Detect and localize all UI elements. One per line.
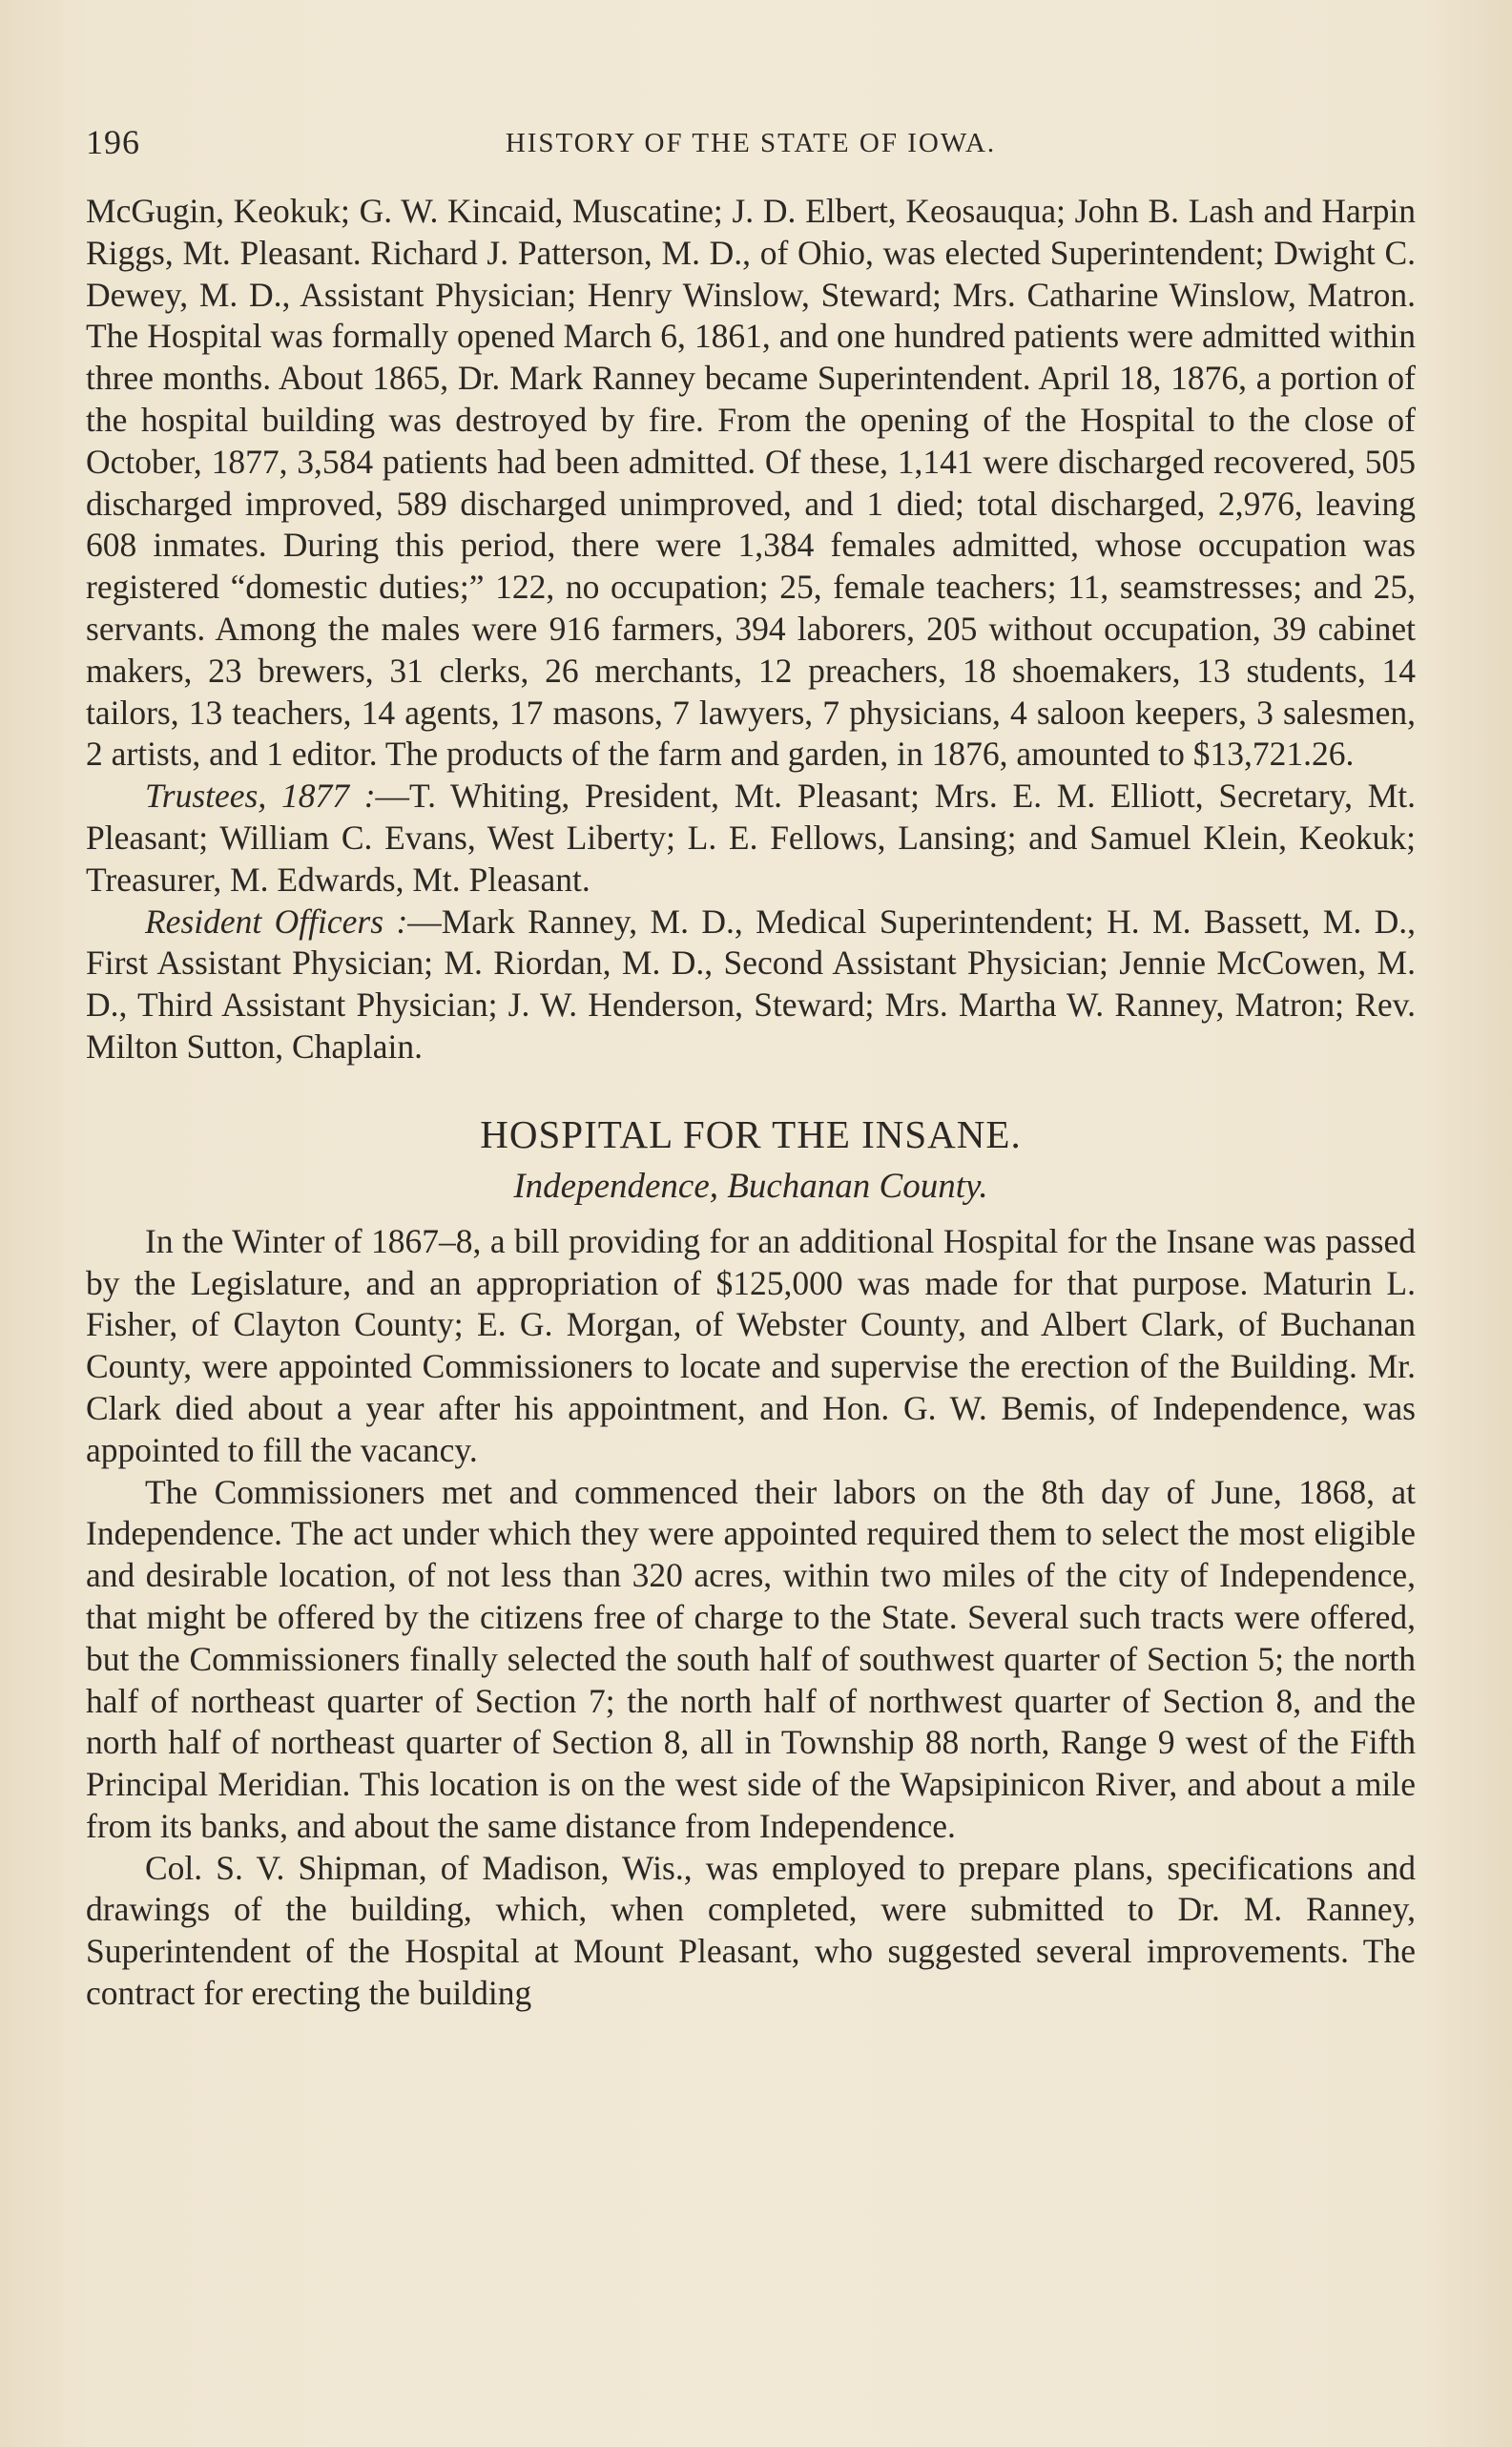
paragraph-plans-contract: Col. S. V. Shipman, of Madison, Wis., was employed to prepare plans, specifications and drawings of the building, which, when completed, were submitted to Dr. M. Ranney, Superintendent of the Hospital at Mount Pleasant, who suggested several improvements. The contract for erecting the building — [86, 1848, 1416, 2013]
page-number: 196 — [86, 123, 140, 161]
trustees-heading: Trustees, 1877 : — [145, 777, 376, 816]
paragraph-resident-officers — [86, 902, 1416, 1068]
section-title: HOSPITAL FOR THE INSANE. — [480, 1111, 1022, 1156]
paragraph-bill-appropriation: In the Winter of 1867–8, a bill providing for an additional Hospital for the Insane was passed by the Legislature, and an appropriation of $125,000 was made for that purpose. Maturin L. Fisher, of Clayton County; E. G. Morgan, of Webster County, and Albert Clark, of Buchanan County, were appointed Commissioners to locate and supervise the erection of the Building. Mr. Clark died about a year after his appointment, and Hon. G. W. Bemis, of Independence, was appointed to fill the vacancy. — [86, 1221, 1416, 1469]
resident-officers-heading: Resident Officers : — [145, 902, 408, 941]
resident-officers-text: —Mark Ranney, M. D., Medical Superintendent; H. M. Bassett, M. D., First Assistant Physician; M. Riordan, M. D., Second Assistant Physician; Jennie McCowen, M. D., Third Assistant Physician; J. W. Henderson, Steward; Mrs. Martha W. Ranney, Matron; Rev. Milton Sutton, Chaplain. — [86, 902, 1416, 1066]
paragraph-trustees — [86, 776, 1416, 901]
trustees-text: —T. Whiting, President, Mt. Pleasant; Mrs. E. M. Elliott, Secretary, Mt. Pleasant; William C. Evans, West Liberty; L. E. Fellows, Lansing; and Samuel Klein, Keokuk; Treasurer, M. Edwards, Mt. Pleasant. — [86, 777, 1416, 899]
paragraph-mount-pleasant-history: McGugin, Keokuk; G. W. Kincaid, Muscatine; J. D. Elbert, Keosauqua; John B. Lash and Harpin Riggs, Mt. Pleasant. Richard J. Patterson, M. D., of Ohio, was elected Superintendent; Dwight C. Dewey, M. D., Assistant Physician; Henry Winslow, Steward; Mrs. Catharine Winslow, Matron. The Hospital was formally opened March 6, 1861, and one hundred patients were admitted within three months. About 1865, Dr. Mark Ranney became Superintendent. April 18, 1876, a portion of the hospital building was destroyed by fire. From the opening of the Hospital to the close of October, 1877, 3,584 patients had been admitted. Of these, 1,141 were discharged recovered, 505 discharged improved, 589 discharged unimproved, and 1 died; total discharged, 2,976, leaving 608 inmates. During this period, there were 1,384 females admitted, whose occupation was registered “domestic duties;” 122, no occupation; 25, female teachers; 11, seamstresses; and 25, servants. Among the males were 916 farmers, 394 laborers, 205 without occupation, 39 cabinet makers, 23 brewers, 31 clerks, 26 merchants, 12 preachers, 18 shoemakers, 13 students, 14 tailors, 13 teachers, 14 agents, 17 masons, 7 lawyers, 7 physicians, 4 saloon keepers, 3 salesmen, 2 artists, and 1 editor. The products of the farm and garden, in 1876, amounted to $13,721.26. — [86, 192, 1416, 774]
running-head: HISTORY OF THE STATE OF IOWA. — [505, 128, 997, 158]
page-body — [86, 191, 1416, 2015]
paragraph-commissioners-location: The Commissioners met and commenced their labors on the 8th day of June, 1868, at Independence. The act under which they were appointed required them to select the most eligible and desirable location, of not less than 320 acres, within two miles of the city of Independence, that might be offered by the citizens free of charge to the State. Several such tracts were offered, but the Commissioners finally selected the south half of southwest quarter of Section 5; the north half of northeast quarter of Section 7; the north half of northwest quarter of Section 8, and the north half of northeast quarter of Section 8, all in Township 88 north, Range 9 west of the Fifth Principal Meridian. This location is on the west side of the Wapsipinicon River, and about a mile from its banks, and about the same distance from Independence. — [86, 1472, 1416, 1845]
section-subtitle: Independence, Buchanan County. — [513, 1166, 988, 1206]
page-header — [86, 122, 1416, 170]
